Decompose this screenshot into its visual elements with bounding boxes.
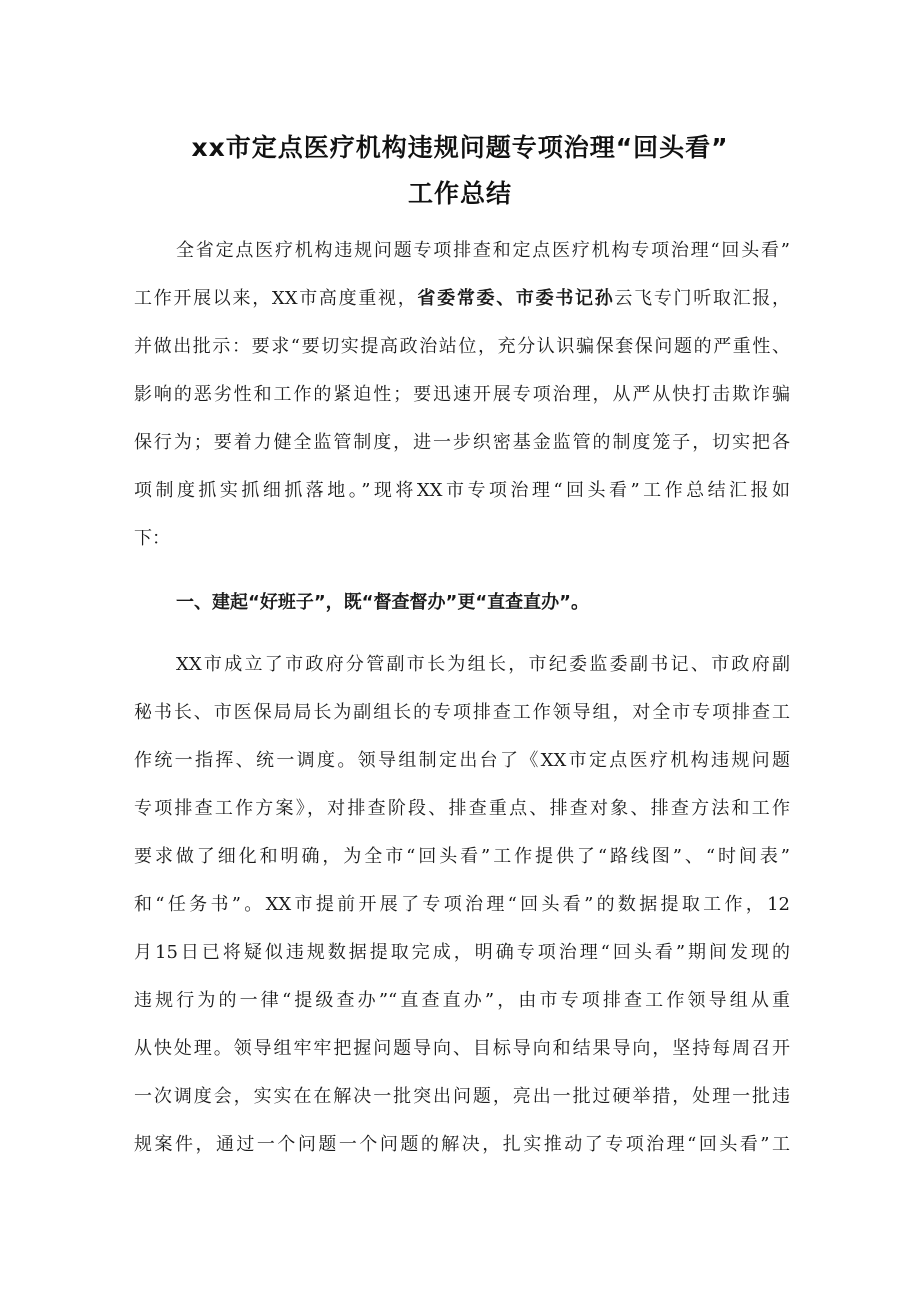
body-line: 规案件，通过一个问题一个问题的解决，扎实推动了专项治理“回头看”工 [134,1134,790,1155]
body-line: 月15日已将疑似违规数据提取完成，明确专项治理“回头看”期间发现的 [134,942,790,963]
intro-line: 项制度抓实抓细抓落地。”现将XX市专项治理“回头看”工作总结汇报如 [134,480,790,501]
intro-bold-text: 省委常委、市委书记孙 [417,288,615,309]
body-line: 要求做了细化和明确，为全市“回头看”工作提供了“路线图”、“时间表” [134,846,790,867]
document-title-line-2: 工作总结 [407,179,512,208]
document-title-line-1: xx市定点医疗机构违规问题专项治理“回头看” [191,133,729,162]
body-line: 秘书长、市医保局局长为副组长的专项排查工作领导组，对全市专项排查工 [134,702,790,723]
intro-line: 并做出批示：要求“要切实提高政治站位，充分认识骗保套保问题的严重性、 [134,336,790,357]
section-heading: 一、建起“好班子”，既“督查督办”更“直查直办”。 [176,592,589,613]
body-line: 专项排查工作方案》，对排查阶段、排查重点、排查对象、排查方法和工作 [134,798,790,819]
intro-line: 下： [134,528,170,549]
intro-line: 影响的恶劣性和工作的紧迫性；要迅速开展专项治理，从严从快打击欺诈骗 [134,384,790,405]
intro-text: 工作开展以来，XX市高度重视， [134,288,418,309]
intro-line [134,286,790,312]
body-line: 违规行为的一律“提级查办”“直查直办”，由市专项排查工作领导组从重 [134,990,790,1011]
body-line: 从快处理。领导组牢牢把握问题导向、目标导向和结果导向，坚持每周召开 [134,1038,790,1059]
body-line: XX市成立了市政府分管副市长为组长，市纪委监委副书记、市政府副 [176,654,790,675]
intro-line: 全省定点医疗机构违规问题专项排查和定点医疗机构专项治理“回头看” [176,240,790,261]
intro-text: 云飞专门听取汇报， [614,288,790,309]
body-line: 和“任务书”。XX市提前开展了专项治理“回头看”的数据提取工作，12 [134,894,790,915]
body-line: 一次调度会，实实在在解决一批突出问题，亮出一批过硬举措，处理一批违 [134,1086,790,1107]
intro-line: 保行为；要着力健全监管制度，进一步织密基金监管的制度笼子，切实把各 [134,432,790,453]
body-line: 作统一指挥、统一调度。领导组制定出台了《XX市定点医疗机构违规问题 [134,750,790,771]
